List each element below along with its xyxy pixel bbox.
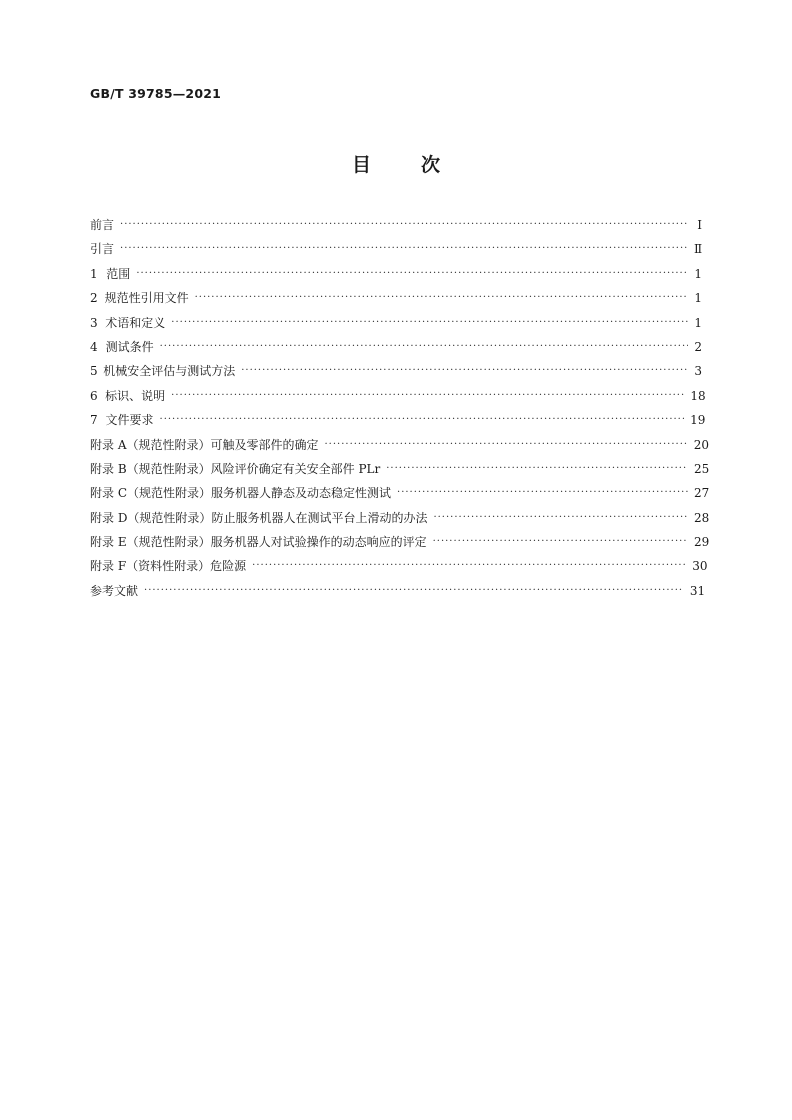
toc-leader-dots bbox=[136, 265, 688, 283]
toc-entry-bibliography[interactable] bbox=[90, 582, 706, 606]
toc-entry-annex-f[interactable] bbox=[90, 557, 708, 581]
toc-entry-annex-d[interactable] bbox=[90, 509, 710, 533]
toc-entry-normative-references[interactable] bbox=[90, 289, 702, 313]
toc-entry-annex-a[interactable] bbox=[90, 436, 710, 460]
toc-entry-page: 31 bbox=[689, 583, 706, 598]
toc-entry-title: 标识、说明 bbox=[105, 388, 166, 403]
toc-leader-dots bbox=[120, 240, 688, 258]
standard-number: GB/T 39785—2021 bbox=[90, 86, 222, 101]
toc-entry-page: 28 bbox=[694, 510, 710, 525]
toc-entry-title: 引言 bbox=[90, 242, 115, 257]
toc-entry-title: 服务机器人静态及动态稳定性测试 bbox=[211, 486, 392, 501]
toc-leader-dots bbox=[160, 411, 685, 429]
toc-entry-page: 1 bbox=[694, 266, 702, 281]
toc-entry-page: 29 bbox=[694, 535, 710, 550]
toc-entry-annex-b[interactable] bbox=[90, 460, 710, 484]
toc-annex-label: 附录 B（规范性附录） bbox=[90, 461, 211, 476]
toc-entry-title: 范围 bbox=[106, 266, 131, 281]
toc-annex-label: 附录 F（资料性附录） bbox=[90, 559, 211, 574]
toc-entry-page: 25 bbox=[694, 461, 710, 476]
toc-annex-label: 附录 C（规范性附录） bbox=[90, 486, 211, 501]
toc-leader-dots bbox=[241, 362, 688, 380]
toc-title-char-2: 次 bbox=[421, 154, 441, 176]
toc-entry-number: 6 bbox=[90, 388, 98, 403]
toc-entry-title: 危险源 bbox=[210, 559, 247, 574]
toc-entry-terms-definitions[interactable] bbox=[90, 314, 702, 338]
toc-entry-title: 风险评价确定有关安全部件 PLr bbox=[210, 461, 381, 476]
toc-leader-dots bbox=[252, 557, 686, 575]
toc-entry-documentation[interactable] bbox=[90, 411, 706, 435]
toc-entry-number: 1 bbox=[90, 266, 98, 281]
toc-leader-dots bbox=[397, 484, 688, 502]
toc-leader-dots bbox=[144, 582, 684, 600]
toc-leader-dots bbox=[120, 216, 688, 234]
toc-title bbox=[0, 150, 792, 177]
toc-entry-number: 4 bbox=[90, 339, 98, 354]
toc-entry-page: 19 bbox=[690, 413, 706, 428]
toc-entry-page: 18 bbox=[690, 388, 706, 403]
toc-leader-dots bbox=[195, 289, 688, 307]
toc-entry-title: 术语和定义 bbox=[105, 315, 166, 330]
toc-entry-number: 7 bbox=[90, 413, 98, 428]
toc-entry-page: 1 bbox=[694, 291, 702, 306]
toc-leader-dots bbox=[160, 338, 688, 356]
toc-entry-title: 测试条件 bbox=[105, 339, 154, 354]
toc-entry-page: 1 bbox=[694, 315, 702, 330]
toc-leader-dots bbox=[433, 509, 688, 527]
toc-title-char-1: 目 bbox=[351, 154, 371, 176]
toc-entry-title: 前言 bbox=[90, 218, 115, 232]
toc-annex-label: 附录 E（规范性附录） bbox=[90, 535, 211, 550]
toc-leader-dots bbox=[433, 533, 688, 551]
toc-list bbox=[90, 216, 710, 606]
toc-entry-test-conditions[interactable] bbox=[90, 338, 702, 362]
toc-annex-label: 附录 A（规范性附录） bbox=[90, 437, 211, 452]
toc-entry-page: 3 bbox=[694, 364, 702, 379]
toc-annex-label: 附录 D（规范性附录） bbox=[90, 510, 212, 525]
toc-entry-scope[interactable] bbox=[90, 265, 702, 289]
toc-leader-dots bbox=[325, 436, 688, 454]
toc-entry-safety-assessment[interactable] bbox=[90, 362, 702, 386]
toc-entry-title: 可触及零部件的确定 bbox=[210, 437, 319, 452]
toc-entry-page: 2 bbox=[694, 339, 702, 354]
toc-entry-marking-instructions[interactable] bbox=[90, 387, 706, 411]
toc-entry-foreword[interactable] bbox=[90, 216, 702, 240]
toc-entry-title: 文件要求 bbox=[105, 413, 154, 428]
toc-entry-title: 参考文献 bbox=[90, 583, 139, 598]
toc-entry-number: 3 bbox=[90, 315, 98, 330]
toc-entry-introduction[interactable] bbox=[90, 240, 702, 264]
toc-leader-dots bbox=[171, 387, 684, 405]
toc-leader-dots bbox=[171, 314, 688, 332]
toc-entry-title: 规范性引用文件 bbox=[104, 291, 189, 306]
toc-entry-page: 30 bbox=[692, 559, 708, 574]
toc-entry-number: 2 bbox=[90, 291, 98, 306]
toc-entry-page: 27 bbox=[694, 486, 710, 501]
toc-entry-page: Ⅱ bbox=[694, 242, 703, 257]
toc-entry-page: 20 bbox=[693, 437, 710, 452]
toc-entry-number: 5 bbox=[90, 364, 98, 379]
toc-entry-page: Ⅰ bbox=[697, 218, 702, 232]
toc-entry-annex-c[interactable] bbox=[90, 484, 710, 508]
toc-entry-title: 服务机器人对试验操作的动态响应的评定 bbox=[210, 535, 427, 550]
toc-entry-title: 防止服务机器人在测试平台上滑动的办法 bbox=[211, 510, 428, 525]
toc-leader-dots bbox=[386, 460, 688, 478]
toc-entry-title: 机械安全评估与测试方法 bbox=[103, 364, 236, 379]
toc-entry-annex-e[interactable] bbox=[90, 533, 710, 557]
